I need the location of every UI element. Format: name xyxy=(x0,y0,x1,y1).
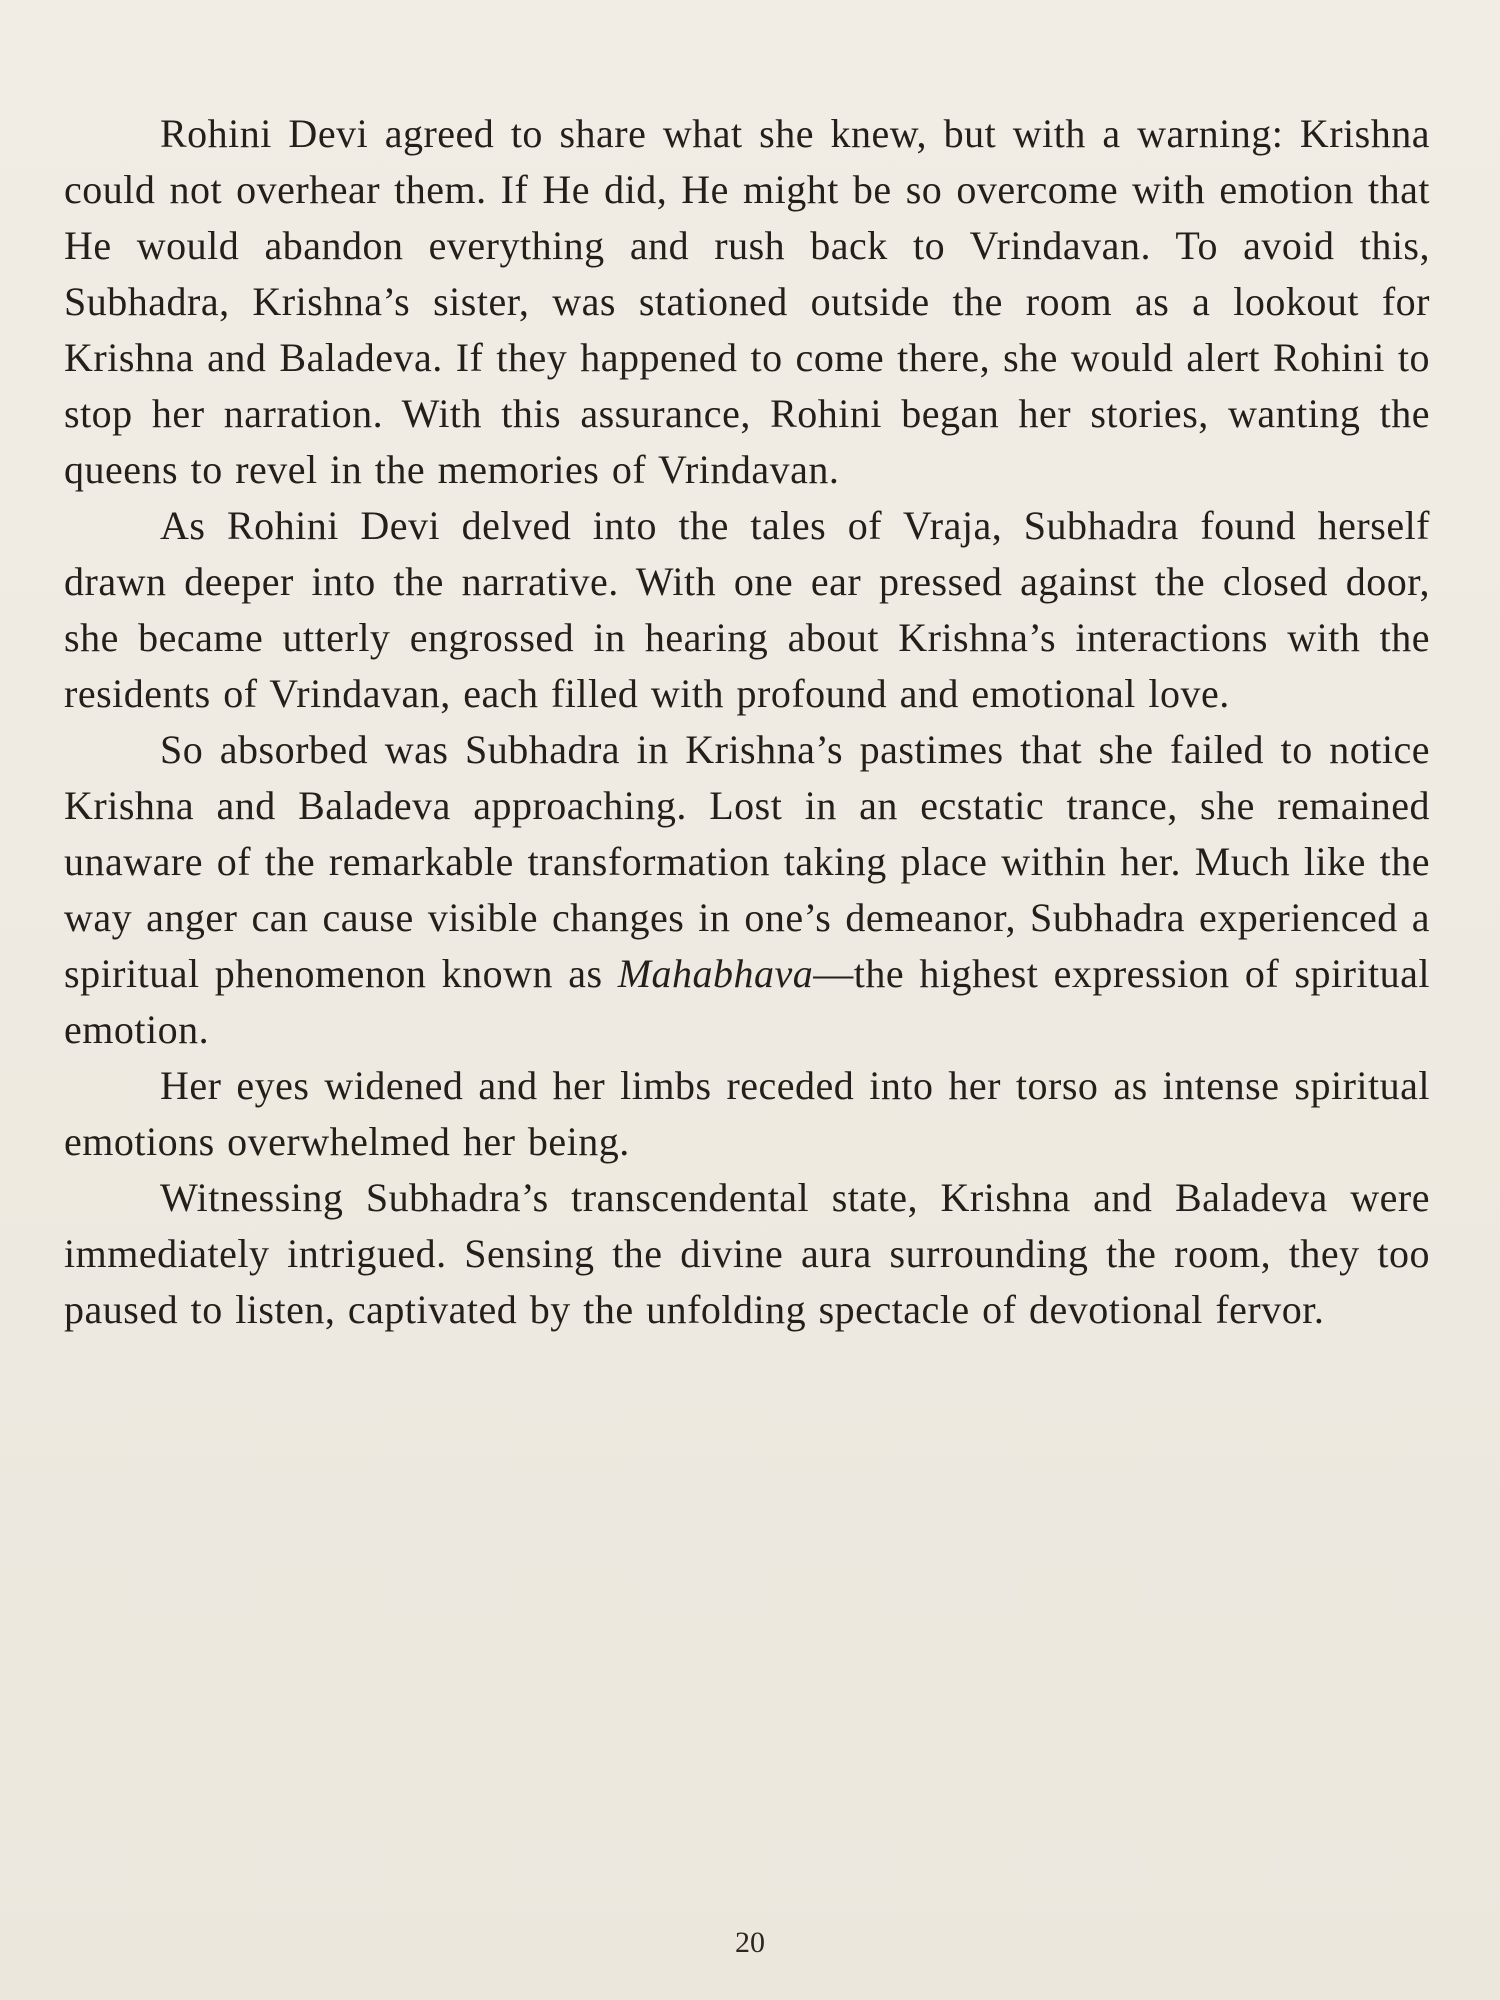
paragraph-2: As Rohini Devi delved into the tales of Vraja, Subhadra found herself drawn deeper into the narrative. With one ear pressed against the closed door, she became utterly engrossed in hearing about Krishna’s interactions with the residents of Vrindavan, each filled with profound and emotional love. xyxy=(64,503,1430,716)
paragraph-4: Her eyes widened and her limbs receded into her torso as intense spiritual emotions overwhelmed her being. xyxy=(64,1063,1430,1164)
paragraph-1: Rohini Devi agreed to share what she knew, but with a warning: Krishna could not overhear them. If He did, He might be so overcome with emotion that He would abandon everything and rush back to Vrindavan. To avoid this, Subhadra, Krishna’s sister, was stationed outside the room as a lookout for Krishna and Baladeva. If they happened to come there, she would alert Rohini to stop her narration. With this assurance, Rohini began her stories, wanting the queens to revel in the memories of Vrindavan. xyxy=(64,111,1430,492)
paragraph-3-text-before: So absorbed was Subhadra in Krishna’s pastimes that she failed to notice Krishna and Baladeva approaching. Lost in an ecstatic trance, she remained unaware of the remarkable transformation taking place within her. Much like the way anger can cause visible changes in one’s demeanor, Subhadra experienced a spiritual phenomenon known as xyxy=(64,727,1430,996)
paragraph-3 xyxy=(64,722,1430,1058)
page-number: 20 xyxy=(735,1926,765,1959)
body-text xyxy=(64,106,1430,1338)
paragraph-3-text-after: —the highest expression of spiritual emotion. xyxy=(64,951,1430,1052)
mahabhava-emphasis: Mahabhava xyxy=(617,951,814,996)
paragraph-5: Witnessing Subhadra’s transcendental state, Krishna and Baladeva were immediately intrigued. Sensing the divine aura surrounding the room, they too paused to listen, captivated by the unfolding spectacle of devotional fervor. xyxy=(64,1175,1430,1332)
